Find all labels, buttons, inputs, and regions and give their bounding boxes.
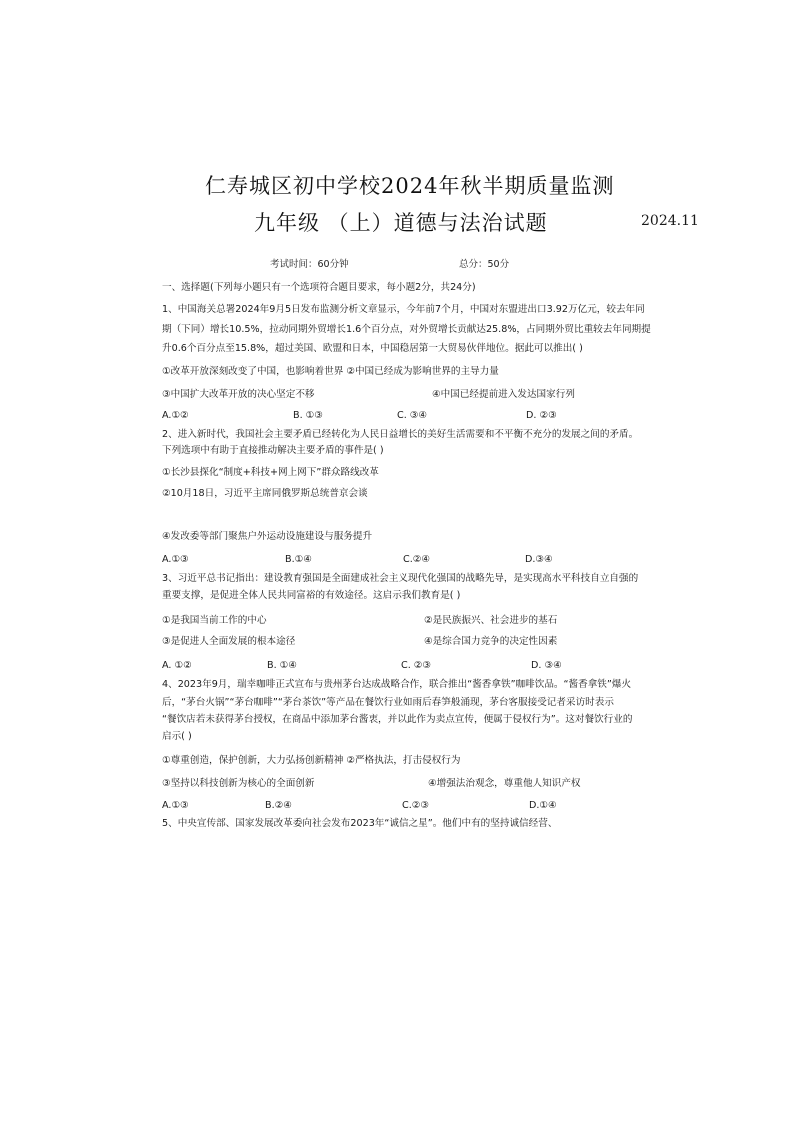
q5-stem-line: 5、中央宣传部、国家发展改革委向社会发布2023年“诚信之星”。他们中有的坚持诚信经营、 [162, 818, 558, 829]
q1-stem-line: 1、中国海关总署2024年9月5日发布监测分析文章显示，今年前7个月，中国对东盟进出口3.92万亿元，较去年同 [162, 304, 645, 315]
q2-option-c: C.②④ [403, 554, 430, 565]
q1-statement: ④中国已经提前进入发达国家行列 [432, 389, 575, 400]
q1-option-c: C. ③④ [397, 410, 427, 421]
q4-stem-line: 启示( ) [162, 731, 192, 742]
section-heading: 一、选择题(下列每小题只有一个选项符合题目要求，每小题2分，共24分) [162, 282, 476, 293]
q1-stem-line: 升0.6个百分点至15.8%，超过美国、欧盟和日本，中国稳居第一大贸易伙伴地位。据此可以推出( ) [162, 343, 583, 354]
q4-option-c: C.②③ [402, 800, 429, 811]
exam-date: 2024.11 [641, 213, 699, 229]
q4-option-b: B.②④ [265, 800, 292, 811]
q1-stem-line: 期（下同）增长10.5%，拉动同期外贸增长1.6个百分点，对外贸增长贡献达25.8%，占同期外贸比重较去年同期提 [162, 324, 651, 335]
q3-stem-line: 重要支撑，是促进全体人民共同富裕的有效途径。这启示我们教育是( ) [162, 590, 461, 601]
q2-option-b: B.①④ [285, 554, 312, 565]
q2-stem-line: 2、进入新时代，我国社会主要矛盾已经转化为人民日益增长的美好生活需要和不平衡不充分的发展之间的矛盾。 [162, 429, 639, 440]
q4-stem-line: “餐饮店若未获得茅台授权，在商品中添加茅台酱衷，并以此作为卖点宣传，便属于侵权行为”。这对餐饮行业的 [162, 714, 633, 725]
q2-statement: ④发改委等部门聚焦户外运动设施建设与服务提升 [162, 531, 373, 542]
q3-statement: ②是民族振兴、社会进步的基石 [424, 615, 558, 626]
q2-option-a: A.①③ [162, 554, 189, 565]
q1-option-a: A.①② [162, 410, 189, 421]
exam-title: 仁寿城区初中学校2024年秋半期质量监测 [205, 174, 615, 198]
q3-option-b: B. ①④ [267, 660, 297, 671]
q3-statement: ①是我国当前工作的中心 [162, 615, 267, 626]
q4-stem-line: 4、2023年9月，瑞幸咖啡正式宣布与贵州茅台达成战略合作，联合推出“酱香拿铁”咖啡饮品。“酱香拿铁”爆火 [162, 679, 632, 690]
q3-option-c: C. ②③ [401, 660, 431, 671]
q4-statement: ④增强法治观念，尊重他人知识产权 [428, 778, 581, 789]
q4-option-a: A.①③ [162, 800, 189, 811]
q1-option-b: B. ①③ [293, 410, 323, 421]
q4-option-d: D.①④ [529, 800, 557, 811]
q4-stem-line: 后，“茅台火锅”“茅台咖啡”“茅台茶饮”等产品在餐饮行业如雨后春笋般涌现，茅台客服接受记者采访时表示 [162, 697, 614, 708]
q3-stem-line: 3、习近平总书记指出：建设教育强国是全面建成社会主义现代化强国的战略先导，是实现高水平科技自立自强的 [162, 573, 639, 584]
q1-statement: ③中国扩大改革开放的决心坚定不移 [162, 389, 315, 400]
q3-statement: ④是综合国力竞争的决定性因素 [424, 636, 558, 647]
q3-option-a: A. ①② [162, 660, 192, 671]
q2-statement: ②10月18日，习近平主席同俄罗斯总统普京会谈 [162, 488, 368, 499]
total-score: 总分：50分 [459, 259, 510, 270]
q1-statement: ①改革开放深刻改变了中国，也影响着世界 ②中国已经成为影响世界的主导力量 [162, 366, 499, 377]
exam-time: 考试时间：60分钟 [270, 259, 349, 270]
q1-option-d: D. ②③ [526, 410, 557, 421]
q3-statement: ③是促进人全面发展的根本途径 [162, 636, 296, 647]
exam-subtitle: 九年级 （上）道德与法治试题 [254, 211, 548, 235]
q4-statement: ③坚持以科技创新为核心的全面创新 [162, 778, 315, 789]
q2-statement: ①长沙县探化“制度+科技+网上网下”群众路线改革 [162, 467, 379, 478]
q2-stem-line: 下列选项中有助于直接推动解决主要矛盾的事件是( ) [162, 445, 384, 456]
q4-statement: ①尊重创造，保护创新，大力弘扬创新精神 ②严格执法，打击侵权行为 [162, 755, 461, 766]
q2-option-d: D.③④ [525, 554, 553, 565]
q3-option-d: D. ③④ [531, 660, 562, 671]
